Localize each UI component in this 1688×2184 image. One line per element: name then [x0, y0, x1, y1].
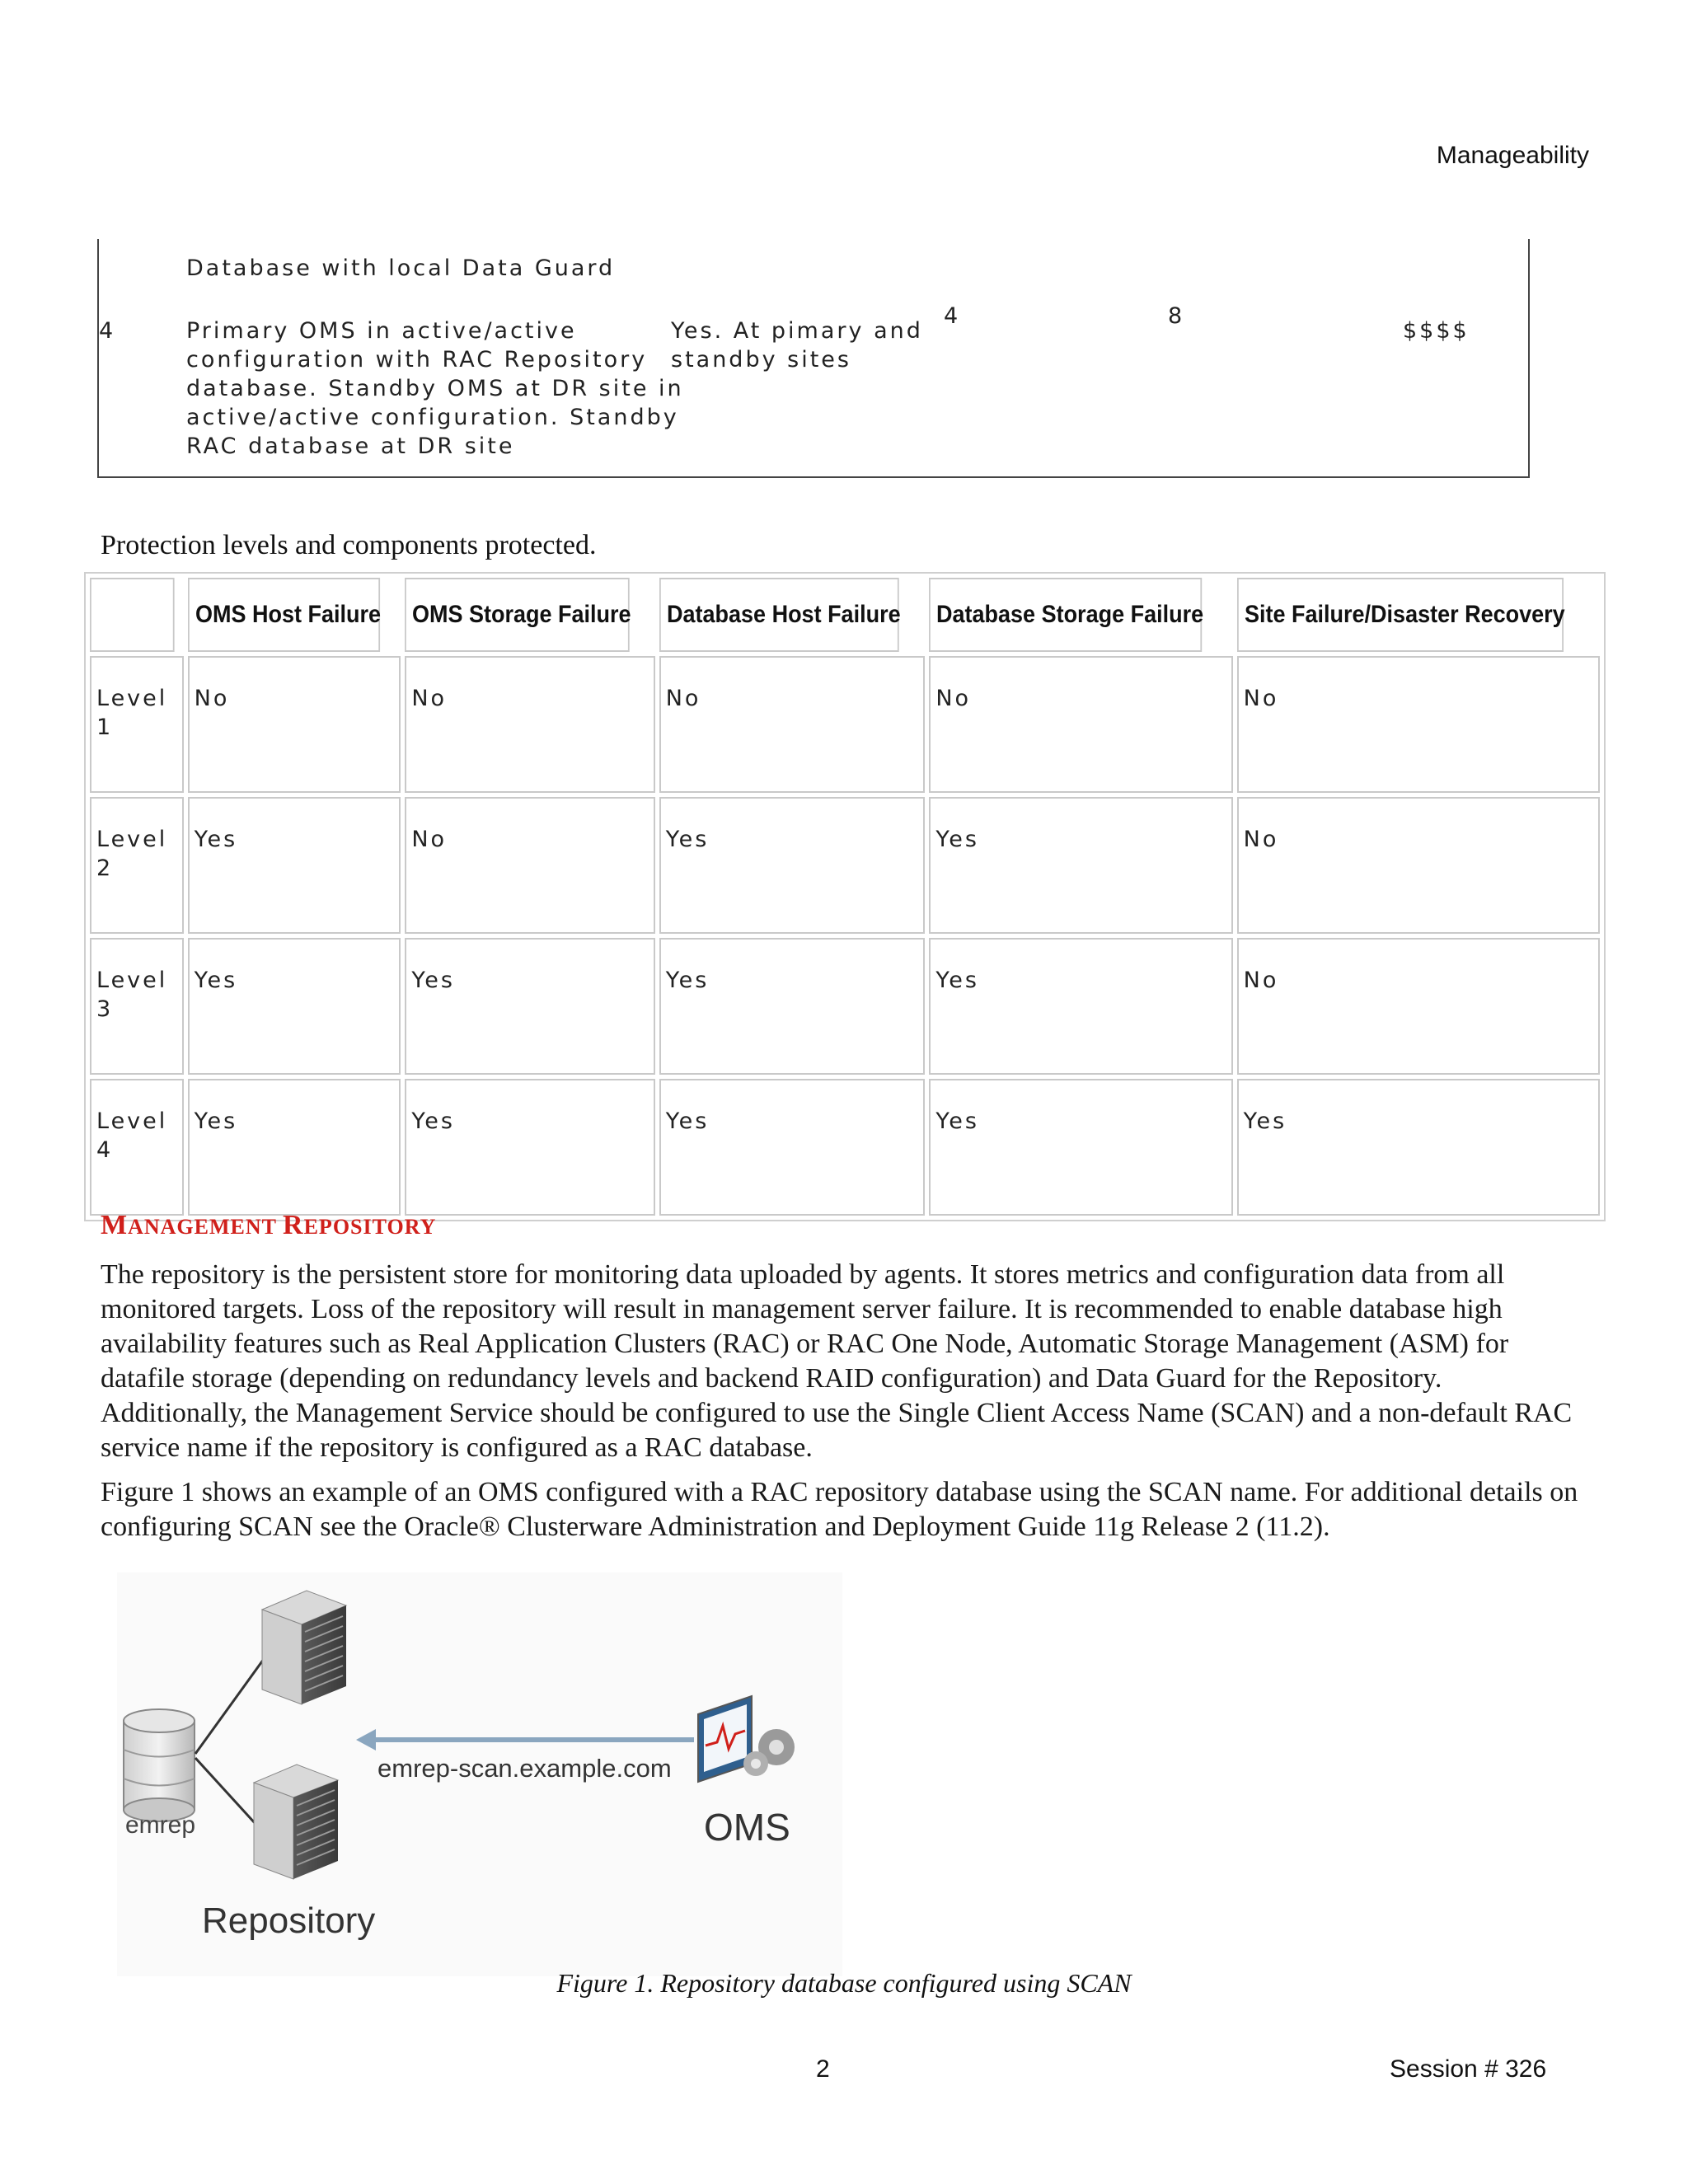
ha-levels-table-continued	[97, 239, 1530, 478]
header-cell: Site Failure/Disaster Recovery	[1237, 578, 1564, 652]
table-cell: Yes	[659, 1079, 926, 1216]
table-cell: Level 3	[90, 938, 184, 1075]
table-cell: Yes	[929, 797, 1232, 934]
connector-line	[195, 1758, 256, 1824]
heading-cap: R	[283, 1210, 304, 1240]
table-header-row	[90, 578, 1600, 652]
table-cell: Yes	[405, 938, 654, 1075]
repository-label: Repository	[202, 1900, 376, 1941]
heading-rest: EPOSITORY	[303, 1215, 437, 1239]
table-cell: No	[1237, 656, 1600, 793]
table-cell: No	[659, 656, 926, 793]
ha-cell	[671, 316, 923, 374]
description-cell	[186, 316, 684, 461]
header-cell	[90, 578, 174, 652]
count-cell: 4	[944, 303, 961, 329]
ha-line: standby sites	[671, 347, 851, 373]
table-cell: No	[405, 656, 654, 793]
oms-label: OMS	[704, 1806, 790, 1849]
description-line: RAC database at DR site	[186, 434, 515, 459]
table-caption: Protection levels and components protected.	[101, 530, 597, 560]
table-cell: No	[188, 656, 401, 793]
server-icon	[262, 1591, 346, 1704]
table-row	[90, 797, 1600, 934]
table-cell: No	[1237, 938, 1600, 1075]
figure-caption: Figure 1. Repository database configured using SCAN	[556, 1968, 1132, 1998]
table-cell: No	[929, 656, 1232, 793]
table-cell: Yes	[1237, 1079, 1600, 1216]
section-heading	[101, 1210, 436, 1241]
header-cell: Database Host Failure	[659, 578, 898, 652]
table-row	[90, 656, 1600, 793]
previous-row-tail: Database with local Data Guard	[186, 255, 616, 281]
level-cell: 4	[99, 318, 116, 344]
count-cell-2: 8	[1168, 303, 1185, 329]
table-cell: Yes	[405, 1079, 654, 1216]
database-icon	[124, 1709, 195, 1821]
table-cell: No	[405, 797, 654, 934]
table-cell: Level 4	[90, 1079, 184, 1216]
table-cell: Level 1	[90, 656, 184, 793]
page-number: 2	[816, 2055, 830, 2083]
session-number: Session # 326	[1390, 2055, 1547, 2083]
header-cell: OMS Storage Failure	[405, 578, 630, 652]
heading-cap: M	[101, 1210, 129, 1240]
body-paragraph: The repository is the persistent store for monitoring data uploaded by agents. It stores metrics and configuration data from all monitored targets. Loss of the repository will result in management server failure. It is recommended to enable database high availability features such as Real Application Clusters (RAC) or RAC One Node, Automatic Storage Management (ASM) for datafile storage (depending on redundancy levels and backend RAID configuration) and Data Guard for the Repository. Additionally, the Management Service should be configured to use the Single Client Access Name (SCAN) and a non-default RAC service name if the repository is configured as a RAC database.	[101, 1259, 1573, 1463]
ha-line: Yes. At pimary and	[671, 318, 923, 344]
oms-console-icon	[698, 1696, 795, 1782]
table-cell: Yes	[188, 1079, 401, 1216]
page-header-section: Manageability	[1436, 142, 1589, 169]
db-label: emrep	[125, 1811, 196, 1839]
cost-cell: $$$$	[1403, 318, 1470, 344]
table-cell: Yes	[659, 797, 926, 934]
header-cell: Database Storage Failure	[929, 578, 1202, 652]
table-row	[90, 938, 1600, 1075]
table-cell: Yes	[929, 1079, 1232, 1216]
description-line: configuration with RAC Repository	[186, 347, 648, 373]
table-cell: Level 2	[90, 797, 184, 934]
table-cell: No	[1237, 797, 1600, 934]
description-line: active/active configuration. Standby	[186, 405, 679, 430]
connector-line	[195, 1659, 264, 1754]
table-cell: Yes	[188, 938, 401, 1075]
table-cell: Yes	[659, 938, 926, 1075]
body-paragraph: Figure 1 shows an example of an OMS configured with a RAC repository database using the SCAN name. For additional details on configuring SCAN see the Oracle® Clusterware Administration and Deployment Guide 11g Release 2 (11.2).	[101, 1477, 1578, 1542]
description-line: database. Standby OMS at DR site in	[186, 376, 684, 401]
protection-levels-table	[84, 572, 1606, 1221]
table-cell: Yes	[929, 938, 1232, 1075]
scan-arrow	[356, 1729, 694, 1750]
server-icon	[254, 1765, 338, 1879]
header-cell: OMS Host Failure	[188, 578, 380, 652]
scan-label: emrep-scan.example.com	[377, 1754, 672, 1783]
description-line: Primary OMS in active/active	[186, 318, 577, 344]
table-cell: Yes	[188, 797, 401, 934]
repository-scan-figure	[117, 1572, 842, 1976]
heading-rest: ANAGEMENT	[128, 1215, 284, 1239]
table-row	[90, 1079, 1600, 1216]
